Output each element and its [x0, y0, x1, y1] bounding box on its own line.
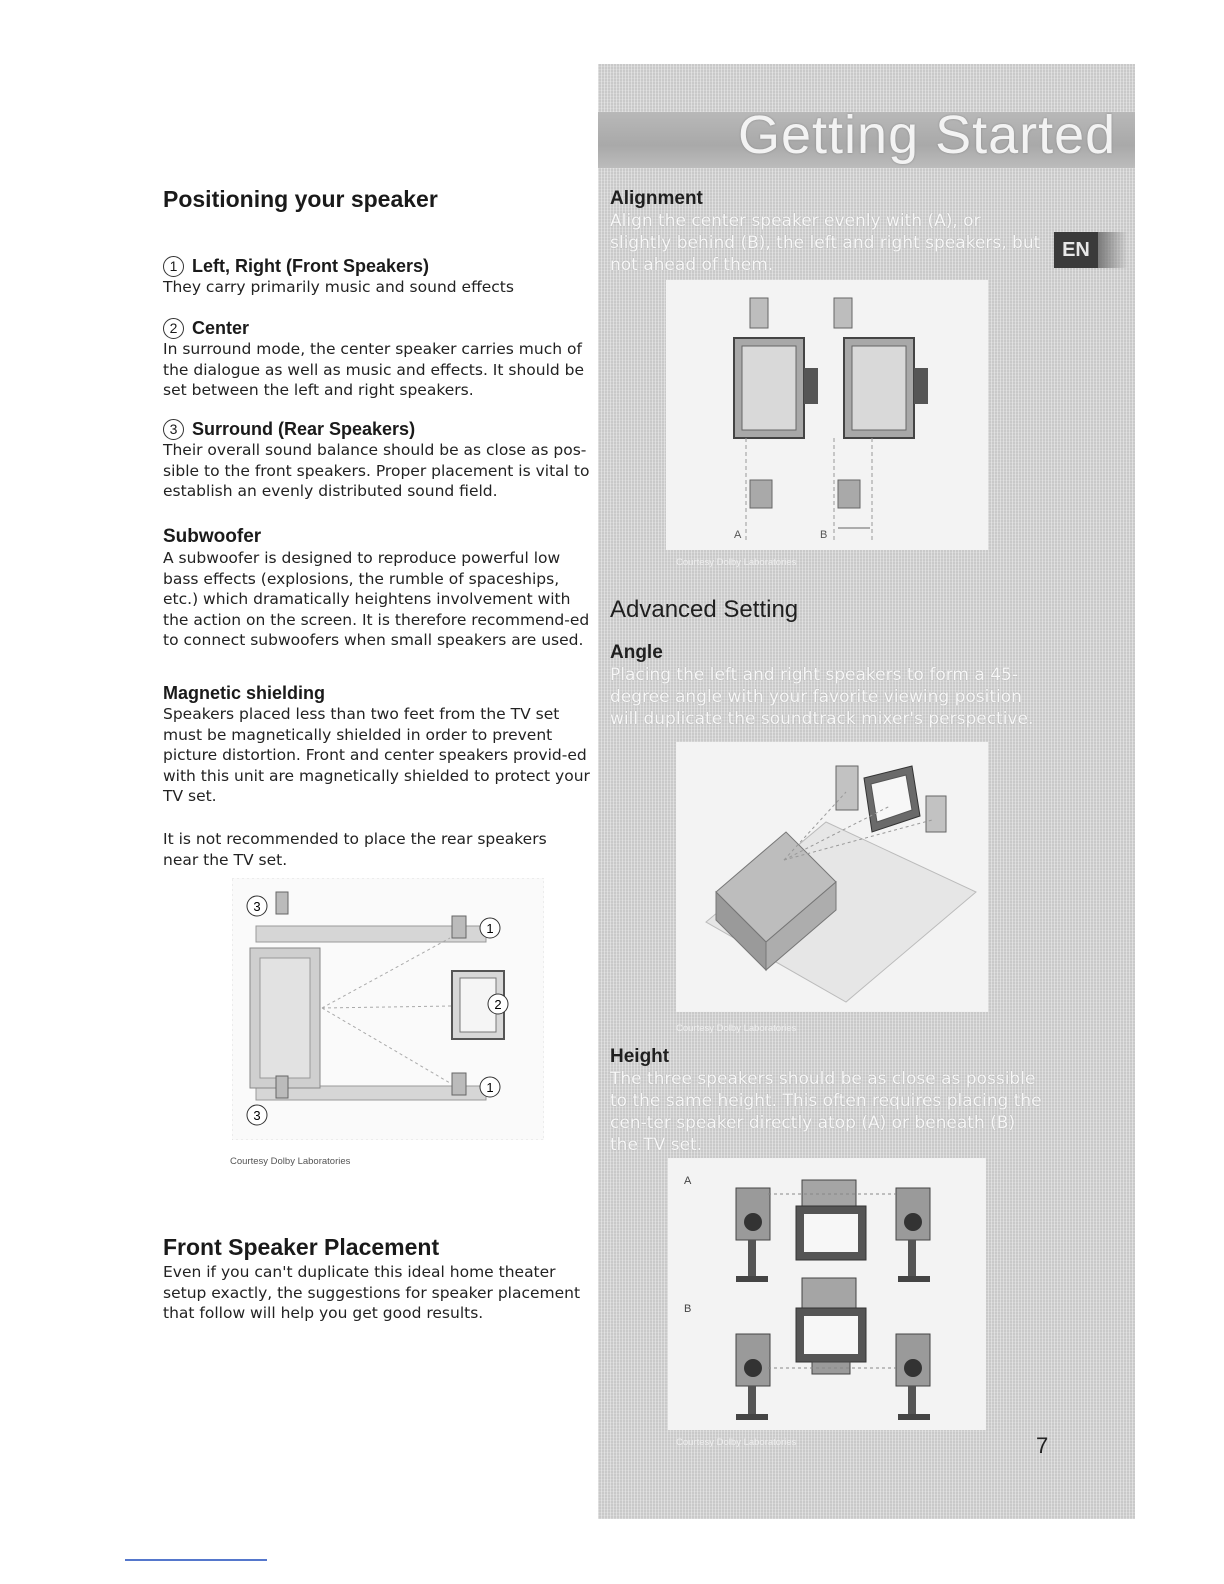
magnetic-section	[163, 683, 593, 807]
front-placement-text: Even if you can't duplicate this ideal home theater setup exactly, the suggestions for speaker placement that follow will help you get good results.	[163, 1263, 581, 1322]
height-label-b: B	[684, 1303, 692, 1315]
room-label: 1	[486, 1080, 494, 1095]
angle-fig-caption: Courtesy Dolby Laboratories	[676, 1023, 797, 1034]
alignment-section	[610, 188, 1050, 276]
room-layout-figure	[232, 878, 544, 1140]
height-fig-caption: Courtesy Dolby Laboratories	[676, 1437, 797, 1448]
magnetic-heading: Magnetic shielding	[163, 683, 326, 703]
item-heading: Surround (Rear Speakers)	[192, 419, 416, 439]
alignment-heading: Alignment	[610, 188, 703, 209]
item-surround	[163, 419, 593, 502]
angle-heading: Angle	[610, 642, 663, 663]
angle-section	[610, 642, 1050, 730]
room-label: 2	[494, 997, 502, 1012]
room-label: 3	[253, 899, 261, 914]
angle-figure	[676, 742, 988, 1012]
front-placement-heading: Front Speaker Placement	[163, 1234, 440, 1260]
item-text: They carry primarily music and sound effects	[163, 278, 514, 296]
badge-fade	[1098, 232, 1128, 268]
fig-label-a: A	[734, 529, 742, 541]
height-heading: Height	[610, 1046, 670, 1067]
circle-number: 2	[163, 318, 184, 339]
height-label-a: A	[684, 1175, 692, 1187]
alignment-fig-caption: Courtesy Dolby Laboratories	[676, 557, 797, 568]
circle-number: 1	[163, 256, 184, 277]
item-front-speakers	[163, 256, 593, 298]
subwoofer-heading: Subwoofer	[163, 526, 262, 547]
magnetic-text: Speakers placed less than two feet from the TV set must be magnetically shielded in order to prevent picture distortion. Front and center speakers provid-ed with this unit are magnetically shielded to protect your TV set.	[163, 705, 590, 805]
room-label: 3	[253, 1108, 261, 1123]
item-heading: Left, Right (Front Speakers)	[192, 256, 430, 276]
page-number: 7	[1036, 1433, 1049, 1458]
language-badge: EN	[1054, 232, 1098, 268]
section-title: Getting Started	[738, 105, 1117, 165]
rear-note: It is not recommended to place the rear speakers near the TV set.	[163, 830, 547, 869]
fig-label-b: B	[820, 529, 828, 541]
item-text: Their overall sound balance should be as close as pos-sible to the front speakers. Proper placement is vital to establish an evenly distributed sound field.	[163, 441, 590, 500]
item-text: In surround mode, the center speaker carries much of the dialogue as well as music and effects. It should be set between the left and right speakers.	[163, 340, 585, 399]
room-fig-caption: Courtesy Dolby Laboratories	[230, 1156, 351, 1167]
height-text: The three speakers should be as close as possible to the same height. This often requires placing the cen-ter speaker directly atop (A) or beneath (B) the TV set.	[610, 1069, 1042, 1155]
height-figure	[668, 1158, 986, 1430]
subwoofer-text: A subwoofer is designed to reproduce powerful low bass effects (explosions, the rumble of spaceships, etc.) which dramatically heightens involvement with the action on the screen. It is therefore recommend-ed to connect subwoofers when small speakers are used.	[163, 549, 590, 649]
subwoofer-section	[163, 526, 593, 651]
item-heading: Center	[192, 318, 250, 338]
advanced-setting-title: Advanced Setting	[610, 596, 799, 623]
alignment-text: Align the center speaker evenly with (A), or slightly behind (B), the left and right speakers, but not ahead of them.	[610, 211, 1041, 275]
height-section	[610, 1046, 1050, 1156]
room-label: 1	[486, 921, 494, 936]
footer-rule	[125, 1559, 267, 1561]
circle-number: 3	[163, 419, 184, 440]
item-center	[163, 318, 593, 401]
alignment-figure	[666, 280, 988, 550]
angle-text: Placing the left and right speakers to form a 45-degree angle with your favorite viewing position will duplicate the soundtrack mixer's perspective.	[610, 665, 1034, 729]
positioning-title: Positioning your speaker	[163, 186, 438, 212]
